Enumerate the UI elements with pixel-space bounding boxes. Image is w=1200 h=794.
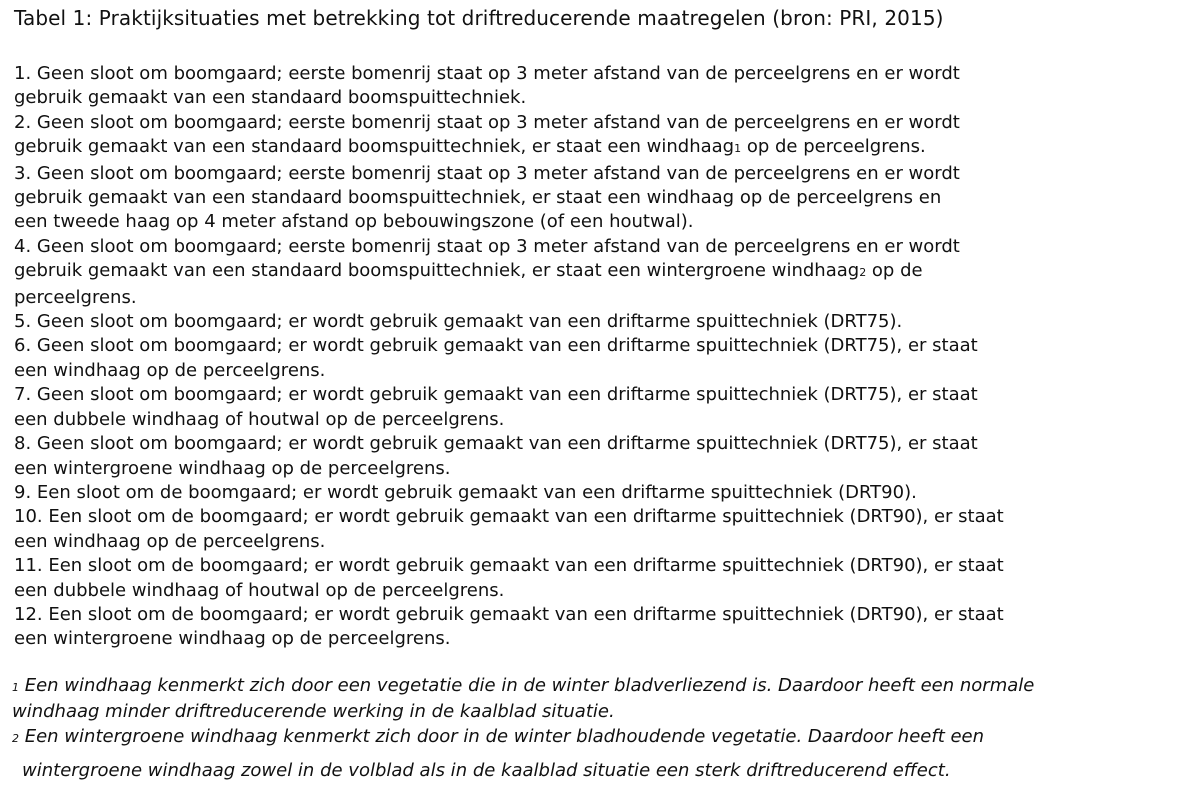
footnote-line <box>12 674 1182 700</box>
list-item-line: 11. Een sloot om de boomgaard; er wordt gebruik gemaakt van een driftarme spuittechniek (DRT90), er staat <box>14 555 1004 577</box>
list-item <box>14 383 1164 432</box>
list-item-line: gebruik gemaakt van een standaard boomspuittechniek, er staat een windhaag op de perceelgrens en <box>14 187 942 209</box>
list-item-line <box>14 135 1164 161</box>
list-item-line: 12. Een sloot om de boomgaard; er wordt gebruik gemaakt van een driftarme spuittechniek (DRT90), er staat <box>14 603 1004 625</box>
list-item-line: 7. Geen sloot om boomgaard; er wordt gebruik gemaakt van een driftarme spuittechniek (DRT75), er staat <box>14 384 978 406</box>
footnote-reference: 2 <box>859 266 867 280</box>
list-item <box>14 334 1164 383</box>
list-item <box>14 554 1164 603</box>
list-item-line: 2. Geen sloot om boomgaard; eerste bomenrij staat op 3 meter afstand van de perceelgrens en er wordt <box>14 111 960 133</box>
list-item-line: gebruik gemaakt van een standaard boomspuittechniek. <box>14 87 527 109</box>
list-item-line: 3. Geen sloot om boomgaard; eerste bomenrij staat op 3 meter afstand van de perceelgrens en er wordt <box>14 162 960 184</box>
list-item <box>14 235 1164 310</box>
list-item <box>14 310 1164 334</box>
list-item-line: 1. Geen sloot om boomgaard; eerste bomenrij staat op 3 meter afstand van de perceelgrens en er wordt <box>14 63 960 84</box>
footnote-text: Een windhaag kenmerkt zich door een vegetatie die in de winter bladverliezend is. Daardoor heeft een normale <box>24 675 1035 696</box>
footnote-reference: 1 <box>734 142 742 156</box>
list-item-line: 6. Geen sloot om boomgaard; er wordt gebruik gemaakt van een driftarme spuittechniek (DRT75), er staat <box>14 335 978 357</box>
list-item-line: perceelgrens. <box>14 286 137 308</box>
list-item-line: een tweede haag op 4 meter afstand op bebouwingszone (of een houtwal). <box>14 211 694 233</box>
list-item <box>14 481 1164 505</box>
list-item-line: een windhaag op de perceelgrens. <box>14 359 326 381</box>
list-item <box>14 162 1164 235</box>
footnote-marker: 1 <box>12 681 19 694</box>
list-item-line: 5. Geen sloot om boomgaard; er wordt gebruik gemaakt van een driftarme spuittechniek (DRT75). <box>14 311 903 333</box>
list-item <box>14 603 1164 652</box>
list-item-line: een wintergroene windhaag op de perceelgrens. <box>14 628 451 650</box>
list-item-line: 10. Een sloot om de boomgaard; er wordt gebruik gemaakt van een driftarme spuittechniek (DRT90), er staat <box>14 506 1004 528</box>
list-item <box>14 505 1164 554</box>
list-item-line: 8. Geen sloot om boomgaard; er wordt gebruik gemaakt van een driftarme spuittechniek (DRT75), er staat <box>14 433 978 455</box>
footnote-1 <box>12 674 1182 725</box>
footnote-marker: 2 <box>12 731 19 745</box>
footnote-text: Een wintergroene windhaag kenmerkt zich door in de winter bladhoudende vegetatie. Daardoor heeft een <box>24 725 985 747</box>
footnotes <box>12 674 1182 784</box>
footnote-line <box>12 725 1182 751</box>
list-item-line: een wintergroene windhaag op de perceelgrens. <box>14 457 451 479</box>
list-item-line: 4. Geen sloot om boomgaard; eerste bomenrij staat op 3 meter afstand van de perceelgrens en er wordt <box>14 235 960 257</box>
situation-list <box>14 62 1164 652</box>
table-title: Tabel 1: Praktijksituaties met betrekking tot driftreducerende maatregelen (bron: PRI, 2015) <box>14 6 944 30</box>
list-item-line: 9. Een sloot om de boomgaard; er wordt gebruik gemaakt van een driftarme spuittechniek (DRT90). <box>14 481 917 503</box>
list-item-text: gebruik gemaakt van een standaard boomspuittechniek, er staat een windhaag <box>14 136 735 158</box>
footnote-2 <box>12 725 1182 784</box>
list-item <box>14 432 1164 481</box>
footnote-line: windhaag minder driftreducerende werking in de kaalblad situatie. <box>12 701 615 723</box>
list-item <box>14 62 1164 111</box>
list-item-line: een dubbele windhaag of houtwal op de perceelgrens. <box>14 579 505 601</box>
list-item-text: gebruik gemaakt van een standaard boomspuittechniek, er staat een wintergroene windhaag <box>14 260 860 282</box>
list-item-line: een windhaag op de perceelgrens. <box>14 530 326 552</box>
list-item-text: op de perceelgrens. <box>741 136 926 158</box>
footnote-line: wintergroene windhaag zowel in de volblad als in de kaalblad situatie een sterk driftreducerend effect. <box>22 760 951 782</box>
list-item <box>14 111 1164 162</box>
list-item-text: op de <box>866 260 923 282</box>
list-item-line <box>14 259 1164 285</box>
list-item-line: een dubbele windhaag of houtwal op de perceelgrens. <box>14 408 505 430</box>
